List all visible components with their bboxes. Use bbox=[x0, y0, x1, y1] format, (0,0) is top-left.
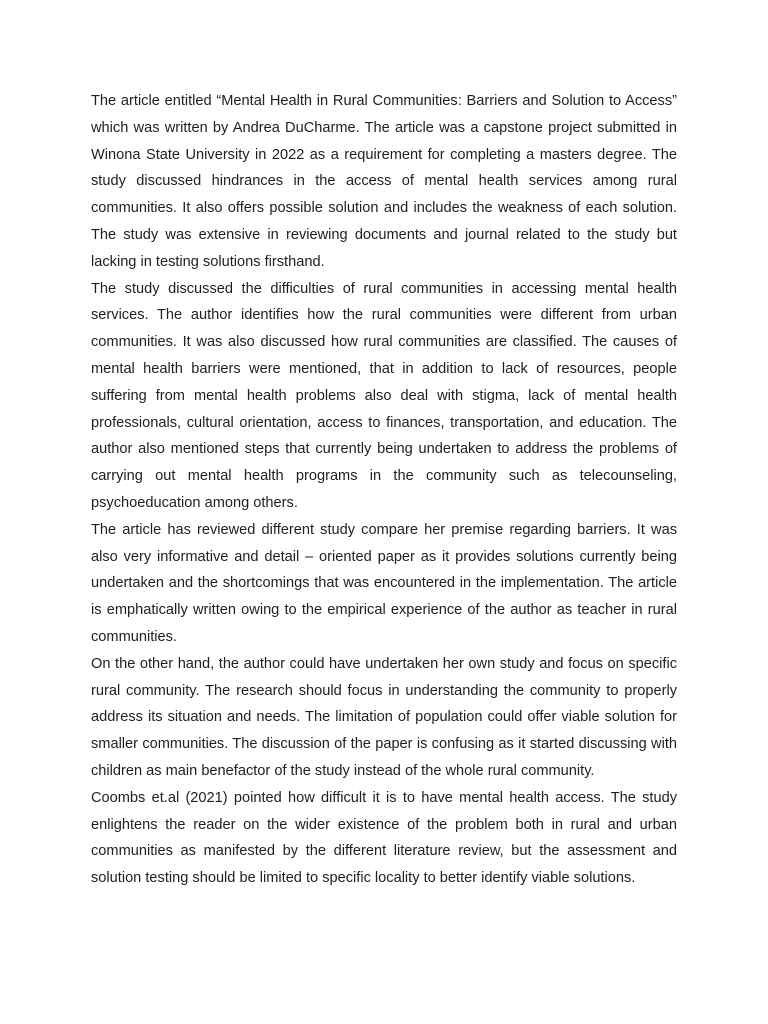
paragraph-comparison: Coombs et.al (2021) pointed how difficult it is to have mental health access. The study enlightens the reader on the wider existence of the problem both in rural and urban communities as manifested by the different literature review, but the assessment and solution testing should be limited to specific locality to better identify viable solutions. bbox=[91, 789, 677, 887]
paragraph-summary: The article entitled “Mental Health in Rural Communities: Barriers and Solution to Access” which was written by Andrea DuCharme. The article was a capstone project submitted in Winona State University in 2022 as a requirement for completing a masters degree. The study discussed hindrances in the access of mental health services among rural communities. It also offers possible solution and includes the weakness of each solution. The study was extensive in reviewing documents and journal related to the study but lacking in testing solutions firsthand. bbox=[91, 93, 677, 270]
paragraph-strengths: The article has reviewed different study compare her premise regarding barriers. It was also very informative and detail – oriented paper as it provides solutions currently being undertaken and the shortcomings that was encountered in the implementation. The article is emphatically written owing to the empirical experience of the author as teacher in rural communities. bbox=[91, 521, 677, 645]
paragraph-weaknesses: On the other hand, the author could have undertaken her own study and focus on specific rural community. The research should focus in understanding the community to properly address its situation and needs. The limitation of population could offer viable solution for smaller communities. The discussion of the paper is confusing as it started discussing with children as main benefactor of the study instead of the whole rural community. bbox=[91, 655, 677, 779]
document-body bbox=[91, 88, 677, 892]
paragraph-discussion: The study discussed the difficulties of rural communities in accessing mental health services. The author identifies how the rural communities were different from urban communities. It was also discussed how rural communities are classified. The causes of mental health barriers were mentioned, that in addition to lack of resources, people suffering from mental health problems also deal with stigma, lack of mental health professionals, cultural orientation, access to finances, transportation, and education. The author also mentioned steps that currently being undertaken to address the problems of carrying out mental health programs in the community such as telecounseling, psychoeducation among others. bbox=[91, 280, 677, 511]
